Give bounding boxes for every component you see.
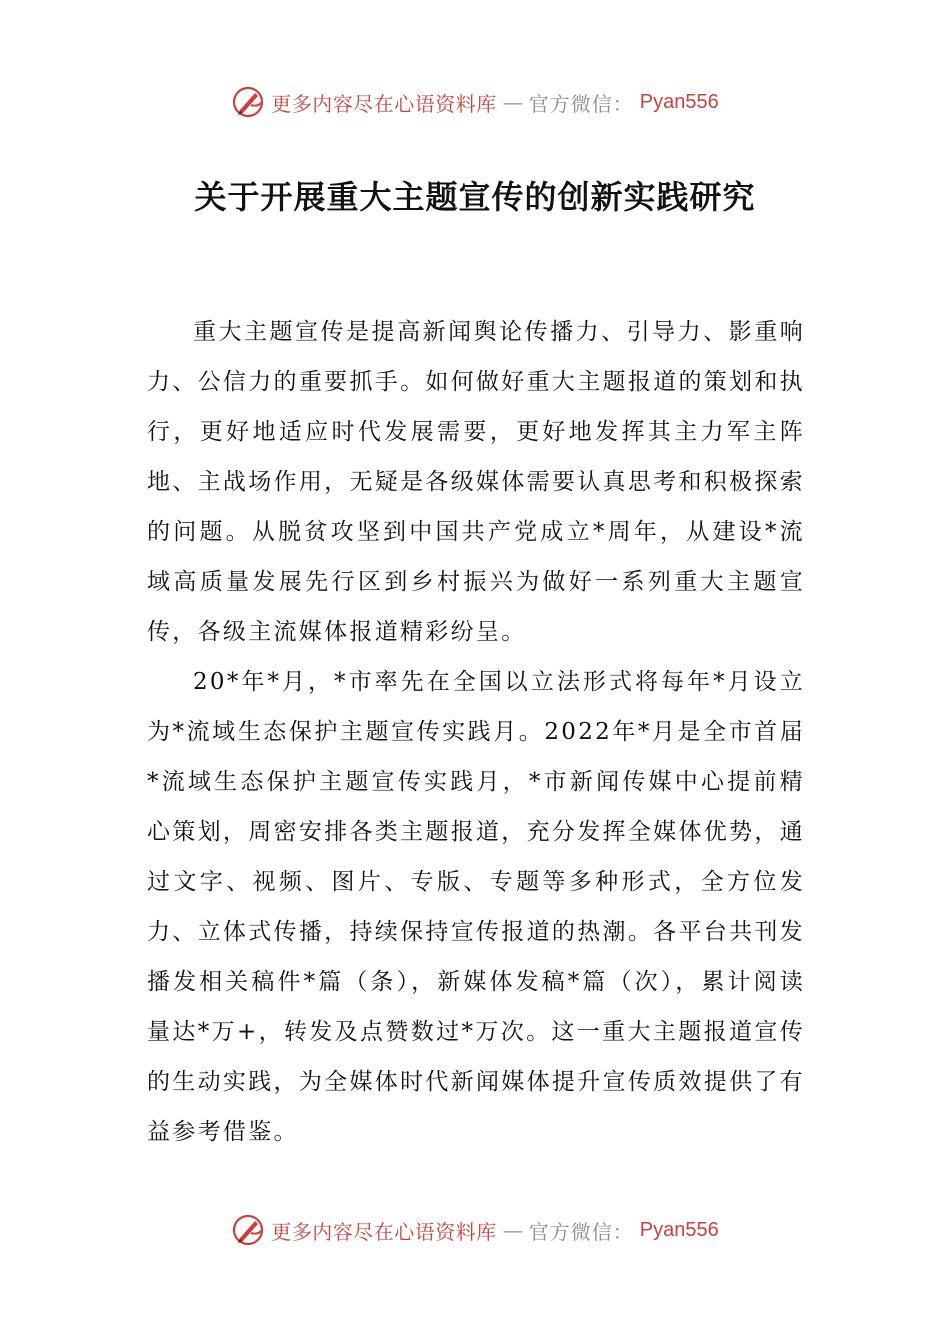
banner-wechat-id: Pyan556 bbox=[639, 90, 719, 113]
document-title: 关于开展重大主题宣传的创新实践研究 bbox=[194, 178, 756, 216]
banner-separator: — bbox=[502, 1218, 523, 1242]
body-paragraph-2: 20*年*月，*市率先在全国以立法形式将每年*月设立为*流域生态保护主题宣传实践月。2022年*月是全市首届*流域生态保护主题宣传实践月，*市新闻传媒中心提前精心策划，周密安排各类主题报道，充分发挥全媒体优势，通过文字、视频、图片、专版、专题等多种形式，全方位发力、立体式传播，持续保持宣传报道的热潮。各平台共刊发播发相关稿件*篇（条），新媒体发稿*篇（次），累计阅读量达*万+，转发及点赞数过*万次。这一重大主题报道宣传的生动实践，为全媒体时代新闻媒体提升宣传质效提供了有益参考借鉴。 bbox=[147, 669, 805, 1145]
header-banner bbox=[0, 82, 950, 122]
banner-wechat-id: Pyan556 bbox=[639, 1218, 719, 1241]
banner-separator: — bbox=[502, 90, 523, 114]
pen-logo-icon bbox=[231, 85, 265, 119]
footer-banner-content bbox=[231, 1213, 718, 1247]
document-body bbox=[147, 307, 805, 1157]
banner-official-label: 官方微信： bbox=[528, 1219, 634, 1244]
banner-main-text: 更多内容尽在心语资料库 bbox=[271, 1219, 497, 1244]
header-banner-content bbox=[231, 85, 718, 119]
banner-main-text: 更多内容尽在心语资料库 bbox=[271, 91, 497, 116]
body-paragraph-1: 重大主题宣传是提高新闻舆论传播力、引导力、影重响力、公信力的重要抓手。如何做好重大主题报道的策划和执行，更好地适应时代发展需要，更好地发挥其主力军主阵地、主战场作用，无疑是各级媒体需要认真思考和积极探索的问题。从脱贫攻坚到中国共产党成立*周年，从建设*流域高质量发展先行区到乡村振兴为做好一系列重大主题宣传，各级主流媒体报道精彩纷呈。 bbox=[147, 319, 805, 645]
pen-logo-icon bbox=[231, 1213, 265, 1247]
banner-official-label: 官方微信： bbox=[528, 91, 634, 116]
footer-banner bbox=[0, 1210, 950, 1250]
